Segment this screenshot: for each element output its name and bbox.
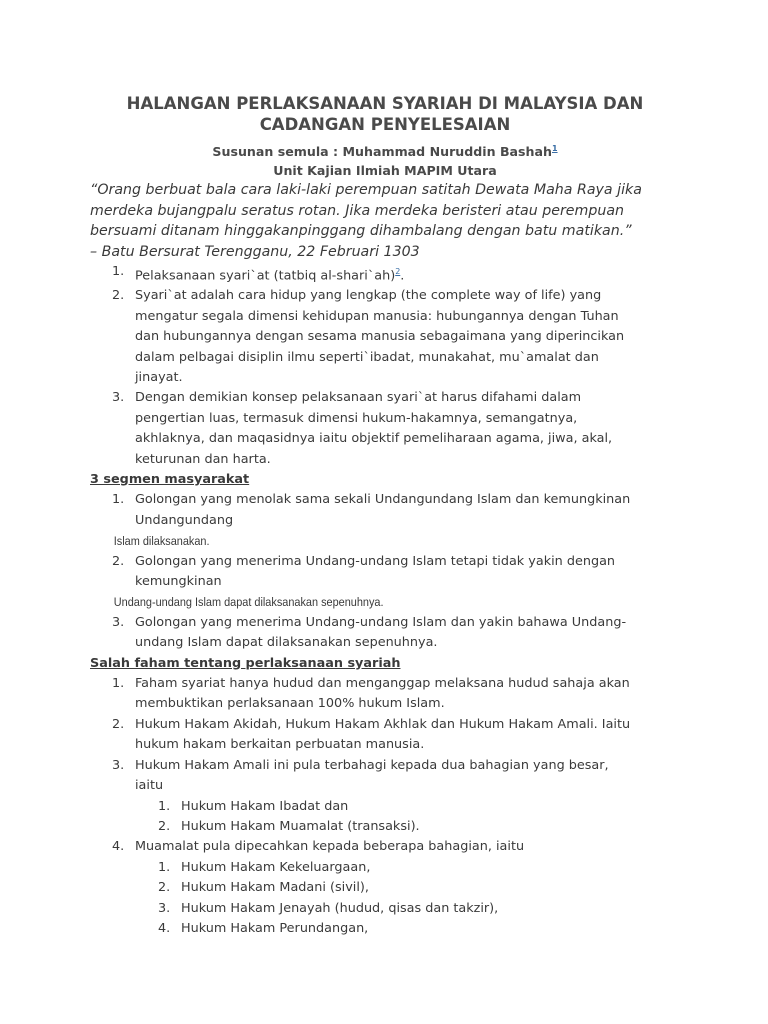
item-number: 3. [112, 614, 125, 630]
item-number: 3. [112, 757, 125, 773]
author-line [90, 139, 680, 161]
item-text: hukum hakam berkaitan perbuatan manusia. [135, 737, 425, 753]
list-item [90, 262, 680, 287]
list-item [90, 837, 680, 857]
item-text: dalam pelbagai disiplin ilmu seperti`ibadat, munakahat, mu`amalat dan [135, 349, 599, 365]
item-number: 1. [158, 798, 171, 814]
list-item [90, 490, 680, 531]
item-text: keturunan dan harta. [135, 451, 271, 467]
item-number: 1. [158, 859, 171, 875]
list-item [90, 674, 680, 715]
item-text: iaitu [135, 778, 164, 794]
sub-list [90, 858, 680, 940]
item-text: pengertian luas, termasuk dimensi hukum-hakamnya, semangatnya, [135, 410, 578, 426]
item-continuation-note: Islam dilaksanakan. [113, 534, 210, 549]
item-continuation-note: Undang-undang Islam dapat dilaksanakan sepenuhnya. [113, 595, 384, 610]
item-number: 2. [112, 716, 125, 732]
item-number: 2. [112, 288, 125, 304]
item-text: Hukum Hakam Ibadat dan [181, 798, 349, 814]
item-text: dan hubungannya dengan sesama manusia sebagaimana yang diperincikan [135, 329, 625, 345]
item-text: Pelaksanaan syari`at (tatbiq al-shari`ah) [135, 267, 396, 283]
sub-list [90, 797, 680, 838]
item-text-end: . [400, 267, 405, 283]
item-number: 4. [158, 920, 171, 936]
salah-faham-heading: Salah faham tentang perlaksanaan syariah [90, 655, 401, 671]
item-text: Golongan yang menerima Undang-undang Islam tetapi tidak yakin dengan [135, 553, 616, 569]
document-title [90, 93, 680, 135]
item-text: Hukum Hakam Madani (sivil), [181, 880, 369, 896]
item-text: Hukum Hakam Muamalat (transaksi). [181, 818, 420, 834]
item-text: Golongan yang menerima Undang-undang Islam dan yakin bahawa Undang- [135, 614, 627, 630]
item-number: 1. [112, 676, 125, 692]
item-number: 1. [112, 492, 125, 508]
item-text: Undangundang [135, 512, 234, 528]
item-text: Syari`at adalah cara hidup yang lengkap (the complete way of life) yang [135, 288, 602, 304]
title-line-2: CADANGAN PENYELESAIAN [259, 115, 511, 134]
quote-source: – Batu Bersurat Terengganu, 22 Februari 1303 [90, 243, 420, 260]
list-item [90, 388, 680, 470]
item-text: mengatur segala dimensi kehidupan manusia: hubungannya dengan Tuhan [135, 308, 619, 324]
segmen-heading: 3 segmen masyarakat [90, 472, 250, 488]
list-item [90, 552, 680, 593]
list-item [90, 613, 680, 654]
item-text: Hukum Hakam Jenayah (hudud, qisas dan takzir), [181, 900, 499, 916]
item-number: 2. [158, 880, 171, 896]
quote-line-2: merdeka bujangpalu seratus rotan. Jika merdeka beristeri atau perempuan [90, 202, 625, 219]
list-item [90, 756, 680, 797]
item-number: 3. [158, 900, 171, 916]
item-text: membuktikan perlaksanaan 100% hukum Islam. [135, 696, 445, 712]
sub-list-item [90, 817, 680, 837]
item-text: Muamalat pula dipecahkan kepada beberapa bahagian, iaitu [135, 839, 525, 855]
quote-line-1: “Orang berbuat bala cara laki-laki perempuan satitah Dewata Maha Raya jika [90, 182, 642, 199]
item-text: undang Islam dapat dilaksanakan sepenuhnya. [135, 635, 438, 651]
item-number: 2. [158, 818, 171, 834]
sub-list-item [90, 919, 680, 939]
quote-line-3: bersuami ditanam hinggakanpinggang dihambalang dengan batu matikan.” [90, 223, 632, 240]
item-text: jinayat. [135, 369, 183, 385]
author-name: Susunan semula : Muhammad Nuruddin Bashah [212, 144, 552, 160]
item-number: 2. [112, 553, 125, 569]
salah-faham-list [90, 674, 680, 939]
item-text: Hukum Hakam Akidah, Hukum Hakam Akhlak dan Hukum Hakam Amali. Iaitu [135, 716, 631, 732]
item-number: 3. [112, 390, 125, 406]
sub-list-item [90, 878, 680, 898]
item-text: akhlaknya, dan maqasidnya iaitu objektif pemeliharaan agama, jiwa, akal, [135, 431, 613, 447]
list-item [90, 715, 680, 756]
sub-list-item [90, 858, 680, 878]
document-page [90, 93, 680, 939]
unit-line: Unit Kajian Ilmiah MAPIM Utara [273, 163, 497, 179]
segmen-list [90, 490, 680, 653]
item-number: 4. [112, 839, 125, 855]
item-text: Hukum Hakam Amali ini pula terbahagi kepada dua bahagian yang besar, [135, 757, 609, 773]
list-item [90, 286, 680, 388]
footnote-link[interactable]: 2 [395, 266, 401, 276]
item-text: Golongan yang menolak sama sekali Undangundang Islam dan kemungkinan [135, 492, 631, 508]
item-text: Hukum Hakam Perundangan, [181, 920, 369, 936]
sub-list-item [90, 797, 680, 817]
item-text: Faham syariat hanya hudud dan menganggap melaksana hudud sahaja akan [135, 676, 630, 692]
item-text: Dengan demikian konsep pelaksanaan syari`at harus difahami dalam [135, 390, 582, 406]
title-line-1: HALANGAN PERLAKSANAAN SYARIAH DI MALAYSIA DAN [126, 94, 644, 113]
intro-list [90, 262, 680, 470]
author-footnote-link[interactable]: 1 [552, 144, 558, 153]
item-number: 1. [112, 263, 125, 279]
item-text: Hukum Hakam Kekeluargaan, [181, 859, 371, 875]
item-text: kemungkinan [135, 574, 222, 590]
sub-list-item [90, 899, 680, 919]
